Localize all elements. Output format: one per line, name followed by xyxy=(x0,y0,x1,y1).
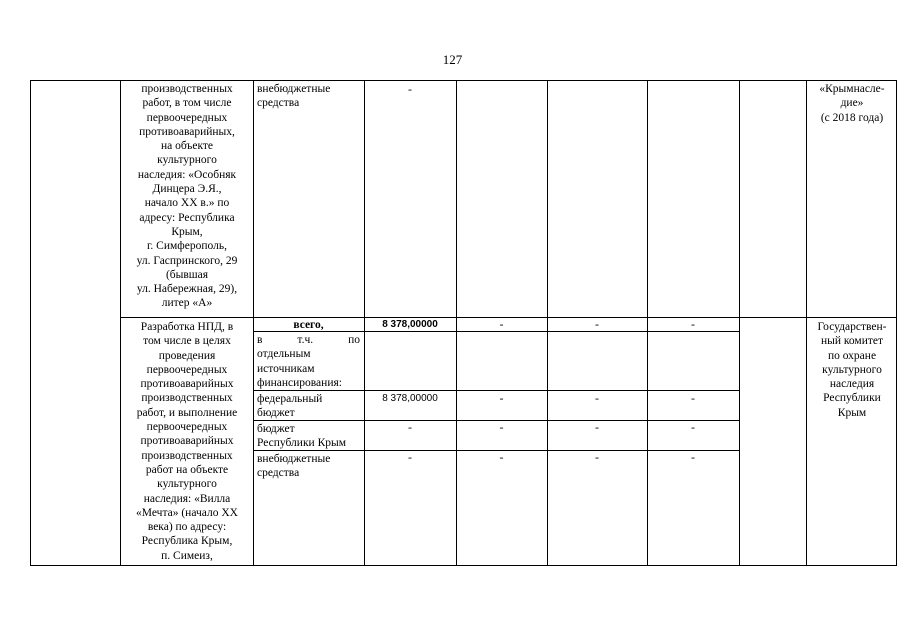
table-border-top xyxy=(30,80,897,81)
row1-executor: «Крымнасле- дие» (с 2018 года) xyxy=(819,83,885,124)
total-dash-2: - xyxy=(595,317,599,331)
row1-source: внебюджетные средства xyxy=(257,83,331,110)
extra-dash-1: - xyxy=(499,450,504,464)
total-dash-1: - xyxy=(499,317,504,331)
total-label: всего, xyxy=(293,319,324,331)
page-number: 127 xyxy=(442,52,463,67)
column-divider xyxy=(739,80,740,566)
extra-budget-label: внебюджетные средства xyxy=(257,453,331,480)
row2-description: Разработка НПД, в том числе в целях проведения первоочередных противоаварийных производственных работ, и выполнение первоочередных противоаварийных производственных работ на объекте культурного наследия: «Вилла «Мечта» (начало XX века) по адресу: Республика Крым, п. Симеиз, xyxy=(136,321,238,562)
budget-table xyxy=(30,80,897,566)
federal-dash-1: - xyxy=(499,391,504,405)
extra-dash-3: - xyxy=(691,450,695,464)
table-border-bottom xyxy=(30,565,897,566)
federal-dash-2: - xyxy=(595,391,599,405)
federal-dash-3: - xyxy=(691,391,695,405)
rk-dash-2: - xyxy=(595,420,599,434)
extra-budget-value: - xyxy=(408,450,412,464)
rk-dash-1: - xyxy=(499,420,504,434)
incl-label: в т.ч. по отдельным источникам финансирования: xyxy=(257,334,360,389)
rk-budget-value: - xyxy=(408,420,412,434)
federal-value: 8 378,00000 xyxy=(382,393,438,404)
rk-dash-3: - xyxy=(691,420,695,434)
table-border-left xyxy=(30,80,31,566)
rk-budget-label: бюджет Республики Крым xyxy=(257,423,346,450)
row1-total: - xyxy=(408,82,412,96)
total-value: 8 378,00000 xyxy=(382,319,438,330)
total-dash-3: - xyxy=(691,317,695,331)
row1-description: производственных работ, в том числе первоочередных противоаварийных, на объекте культурного наследия: «Особняк Динцера Э.Я., начало XX в.» по адресу: Республика Крым, г. Симферополь, ул. Гаспринского, 29 (бывшая ул. Набережная, 29), литер «А» xyxy=(136,83,238,310)
row2-executor: Государствен- ный комитет по охране культурного наследия Республики Крым xyxy=(817,321,887,419)
federal-label: федеральный бюджет xyxy=(257,393,323,420)
column-divider xyxy=(120,80,121,566)
extra-dash-2: - xyxy=(595,450,599,464)
